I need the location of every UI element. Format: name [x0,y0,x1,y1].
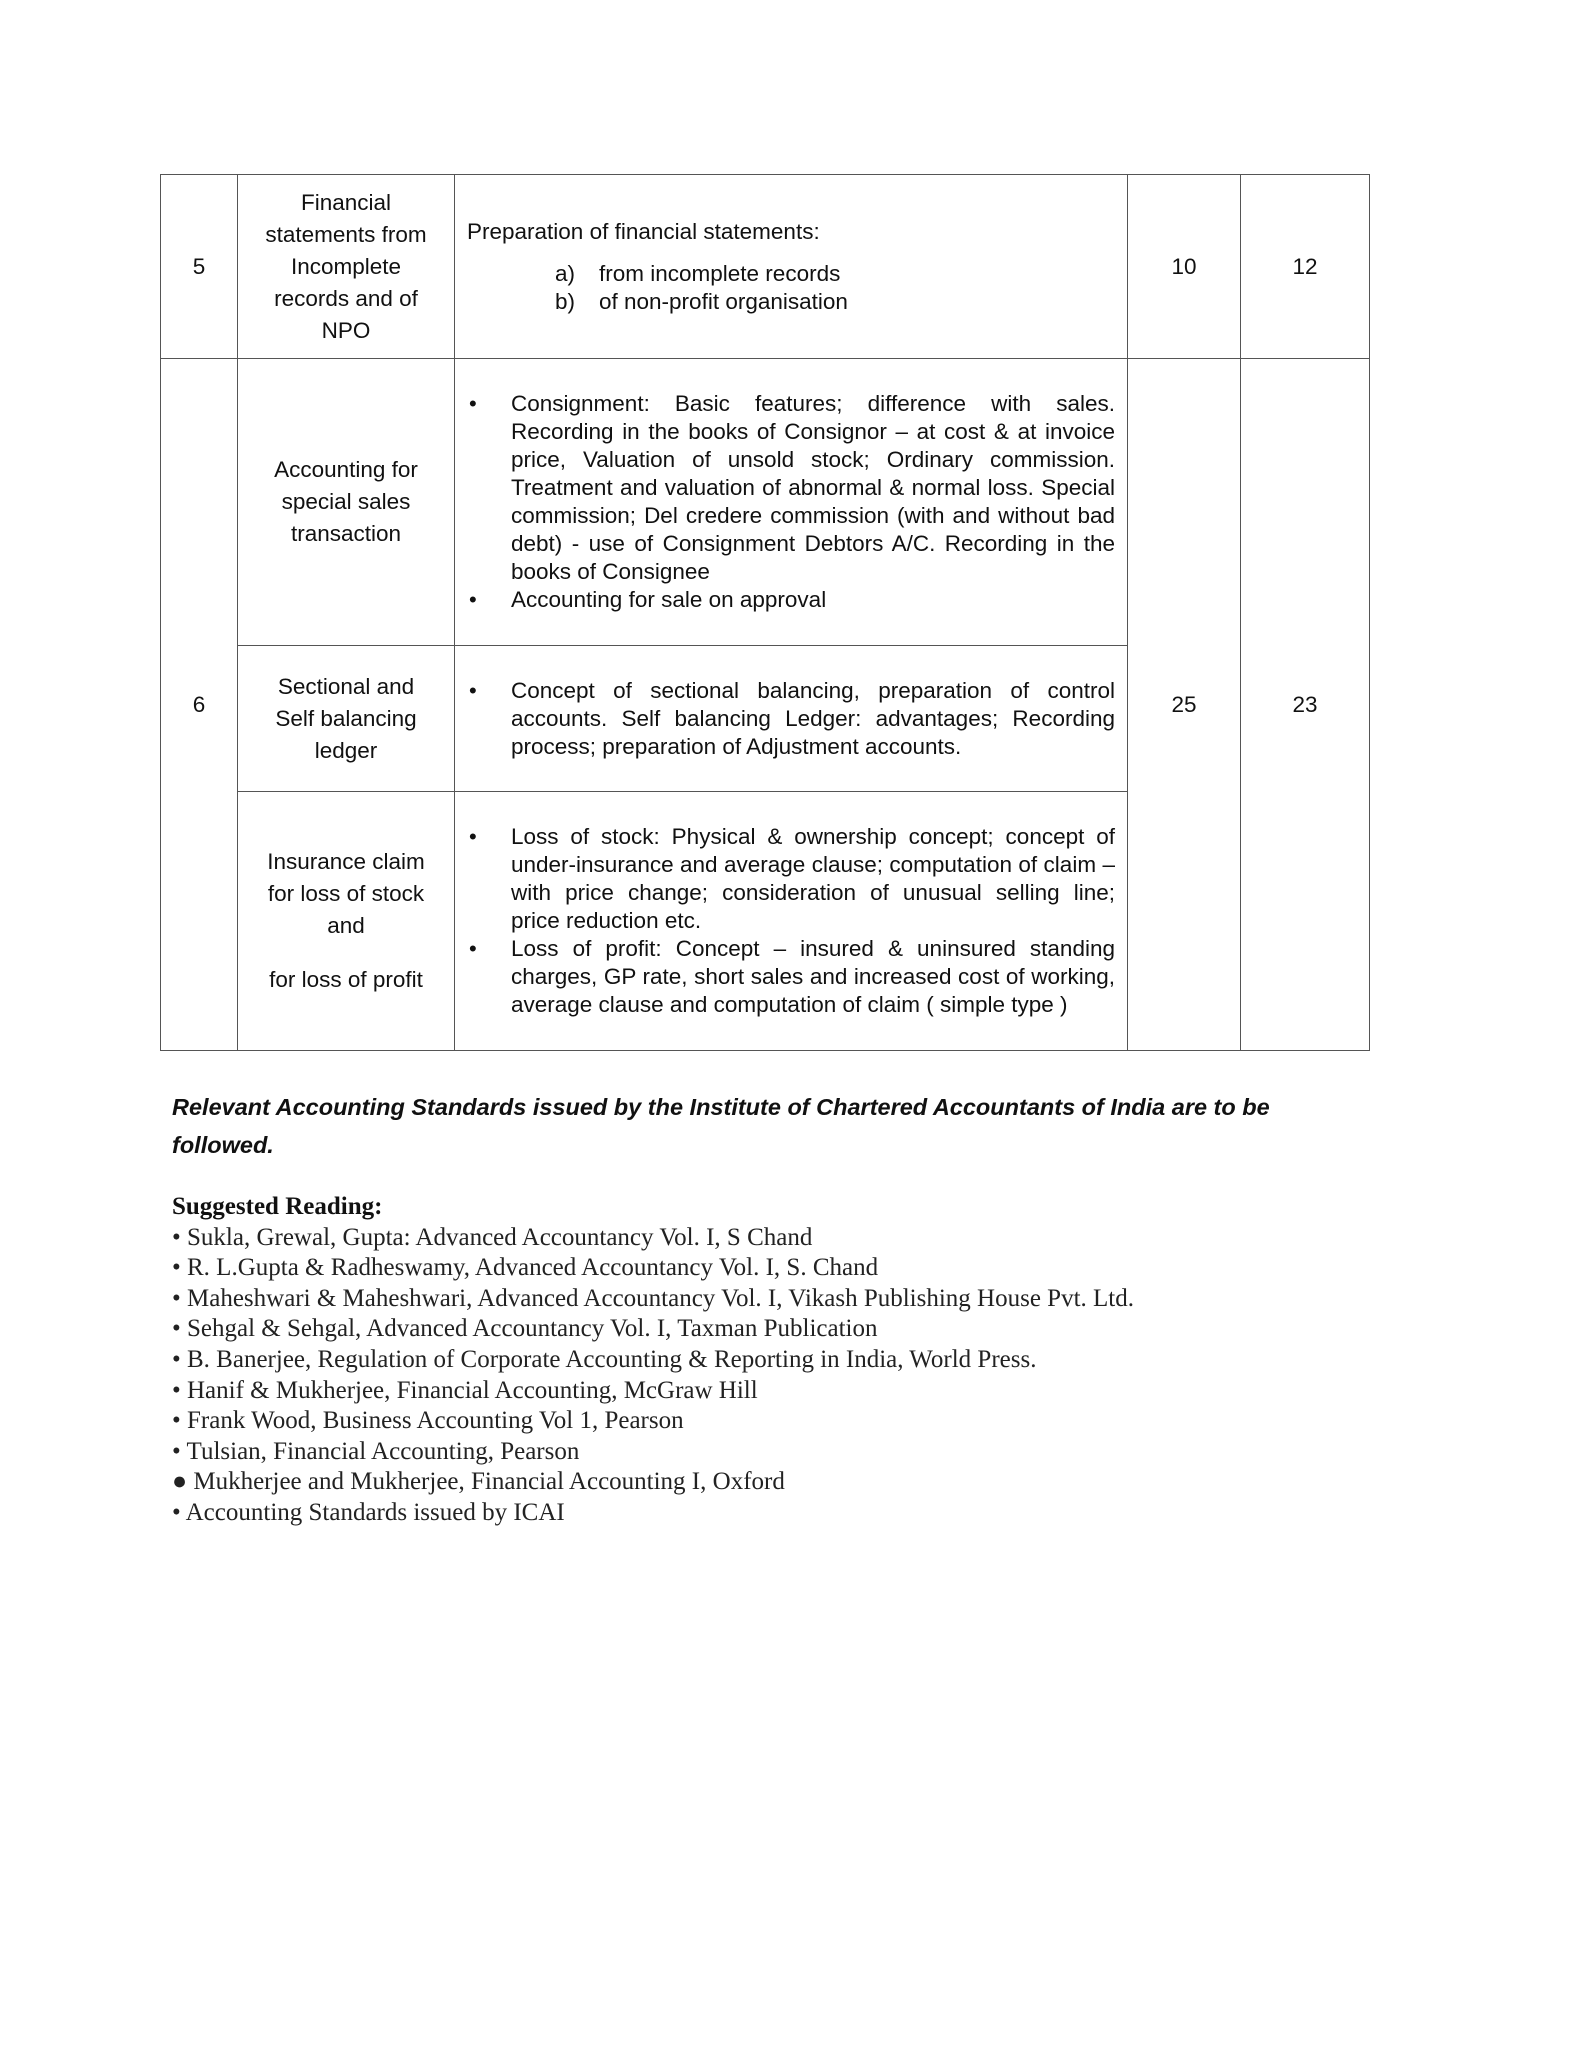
list-item: • Consignment: Basic features; difference with sales. Recording in the books of Consignor – at cost & at invoice price, Valuation of unsold stock; Ordinary commission. Treatment and valuation of abnormal & normal loss. Special commission; Del credere commission (with and without bad debt) - use of Consignment Debtors A/C. Recording in the books of Consignee [467,390,1115,586]
topic-line: special sales [281,489,411,514]
list-item [555,260,1115,288]
note-line: followed. [172,1132,274,1158]
list-item: • Concept of sectional balancing, preparation of control accounts. Self balancing Ledger: advantages; Recording process; preparation of Adjustment accounts. [467,677,1115,761]
list-marker: b) [555,288,576,314]
unit-number: 6 [161,359,238,1051]
syllabus-table [160,174,1370,1051]
topic-line: transaction [290,521,402,546]
topic-line: Financial [300,189,392,215]
standards-note [172,1088,1292,1164]
list-item [555,288,1115,316]
suggested-reading [172,1192,1472,1529]
list-text: of non-profit organisation [599,288,848,314]
list-item: • Tulsian, Financial Accounting, Pearson [172,1437,580,1465]
topic-line: and [327,913,365,938]
topic-line: statements from [265,221,427,247]
unit-value-a: 10 [1128,175,1241,359]
reading-list [172,1223,1472,1529]
list-item: • Loss of stock: Physical & ownership concept; concept of under-insurance and average clause; computation of claim – with price change; consideration of unusual selling line; price reduction etc. [467,823,1115,935]
bullet-list [467,823,1115,1019]
list-item: • B. Banerjee, Regulation of Corporate Accounting & Reporting in India, World Press. [172,1345,1037,1373]
list-item: • Sehgal & Sehgal, Advanced Accountancy Vol. I, Taxman Publication [172,1315,878,1343]
list-item: • Frank Wood, Business Accounting Vol 1, Pearson [172,1407,684,1435]
list-item: • Hanif & Mukherjee, Financial Accounting, McGraw Hill [172,1376,758,1404]
topic-line: Self balancing [275,705,417,731]
topic-line: records and of [274,285,418,311]
topic-line: NPO [321,317,371,343]
unit-topic [238,175,455,359]
section-heading: Suggested Reading: [172,1193,383,1220]
unit-value-b: 23 [1241,359,1370,1051]
topic-line: Accounting for [274,457,418,482]
list-item: • Maheshwari & Maheshwari, Advanced Accountancy Vol. I, Vikash Publishing House Pvt. Ltd. [172,1284,1134,1312]
unit-content [455,175,1128,359]
list-item: • Sukla, Grewal, Gupta: Advanced Accountancy Vol. I, S Chand [172,1223,813,1251]
unit-value-b: 12 [1241,175,1370,359]
topic-line: ledger [314,737,378,763]
list-marker: a) [555,260,576,286]
topic-line: for loss of stock [267,881,425,906]
unit-content [455,792,1128,1051]
topic-line: Sectional and [277,673,415,699]
list-item: • R. L.Gupta & Radheswamy, Advanced Accountancy Vol. I, S. Chand [172,1254,879,1282]
list-item: • Accounting Standards issued by ICAI [172,1498,565,1526]
bullet-list [467,677,1115,761]
topic-line: Incomplete [290,253,402,279]
unit-topic [238,646,455,792]
table-row [161,359,1370,646]
unit-number: 5 [161,175,238,359]
unit-content [455,359,1128,646]
list-item: • Loss of profit: Concept – insured & uninsured standing charges, GP rate, short sales and increased cost of working, average clause and computation of claim ( simple type ) [467,935,1115,1019]
table-row [161,175,1370,359]
unit-content [455,646,1128,792]
topic-line: Insurance claim [267,849,425,874]
content-intro: Preparation of financial statements: [467,218,820,244]
bullet-list [467,390,1115,614]
unit-value-a: 25 [1128,359,1241,1051]
topic-line: for loss of profit [269,967,423,992]
unit-topic [238,359,455,646]
list-item: • Accounting for sale on approval [467,586,1115,614]
unit-topic [238,792,455,1051]
note-line: Relevant Accounting Standards issued by the Institute of Chartered Accountants of India are to be [172,1094,1270,1120]
content-subitems [467,260,1115,316]
list-item: ● Mukherjee and Mukherjee, Financial Accounting I, Oxford [172,1468,785,1496]
list-text: from incomplete records [599,260,841,286]
